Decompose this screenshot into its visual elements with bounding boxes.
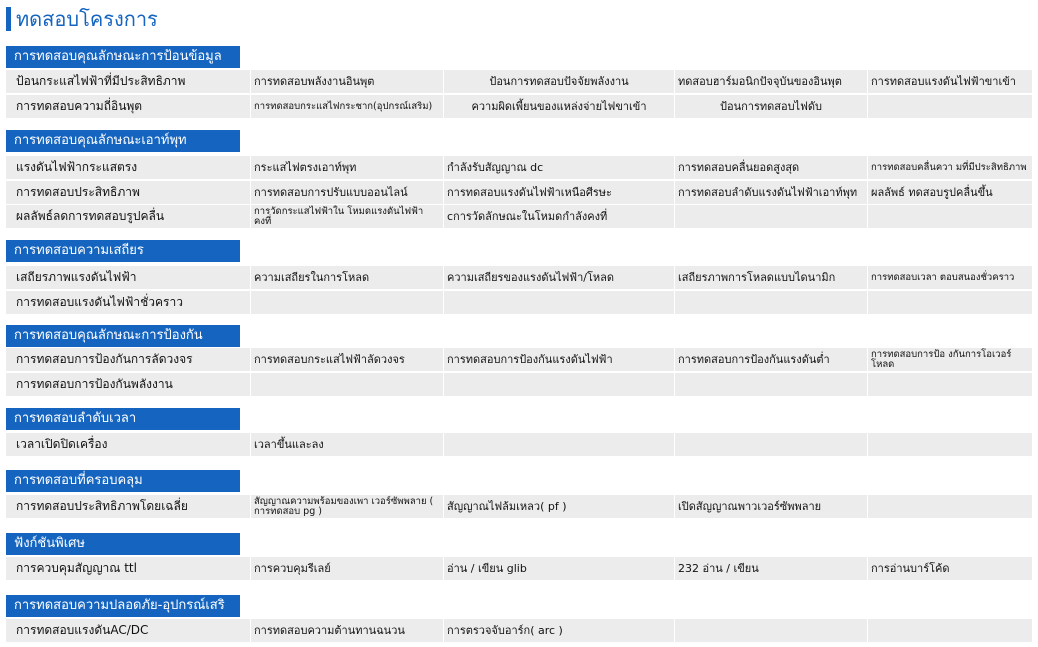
table-cell: การทดสอบเวลา ตอบสนองชั่วคราว <box>867 266 1032 289</box>
table-cell: ป้อนการทดสอบไฟดับ <box>674 95 867 118</box>
table-cell: การทดสอบความต้านทานฉนวน <box>250 619 443 642</box>
table-cell: สัญญาณไฟล้มเหลว( pf ) <box>443 495 674 518</box>
row-label: การทดสอบประสิทธิภาพโดยเฉลี่ย <box>16 499 188 513</box>
table-cell <box>443 433 674 456</box>
table-cell <box>867 291 1032 314</box>
table-row <box>6 156 1032 179</box>
row-label: ผลลัพธ์ลดการทดสอบรูปคลื่น <box>16 209 165 223</box>
title-accent-bar <box>6 7 11 31</box>
table-cell: เสถียรภาพการโหลดแบบไดนามิก <box>674 266 867 289</box>
row-label: การทดสอบความถี่อินพุต <box>16 99 143 113</box>
table-cell <box>867 495 1032 518</box>
table-row <box>6 433 1032 456</box>
table-cell: ความเสถียรในการโหลด <box>250 266 443 289</box>
table-cell: กำลังรับสัญญาณ dc <box>443 156 674 179</box>
table-cell: การอ่านบาร์โค้ด <box>867 557 1032 580</box>
section-header: การทดสอบคุณลักษณะการป้อนข้อมูล <box>6 46 240 68</box>
table-cell <box>674 433 867 456</box>
table-row <box>6 266 1032 289</box>
table-cell <box>674 205 867 228</box>
table-row <box>6 181 1032 204</box>
section-header: การทดสอบลำดับเวลา <box>6 408 240 430</box>
row-label: การทดสอบแรงดันไฟฟ้าชั่วคราว <box>16 295 183 309</box>
table-cell <box>674 291 867 314</box>
table-cell <box>443 373 674 396</box>
table-cell <box>867 373 1032 396</box>
section-header: การทดสอบคุณลักษณะเอาท์พุท <box>6 130 240 152</box>
section-header: การทดสอบความปลอดภัย-อุปกรณ์เสริ <box>6 595 240 617</box>
table-cell <box>250 291 443 314</box>
table-cell: การทดสอบแรงดันไฟฟ้าขาเข้า <box>867 70 1032 93</box>
table-cell: 232 อ่าน / เขียน <box>674 557 867 580</box>
section-header: การทดสอบคุณลักษณะการป้องกัน <box>6 325 240 347</box>
table-cell <box>443 291 674 314</box>
row-label: การทดสอบการป้องกันพลังงาน <box>16 377 173 391</box>
table-cell <box>867 433 1032 456</box>
table-cell: การทดสอบการป้องกันแรงดันต่ำ <box>674 348 867 371</box>
table-cell: การตรวจจับอาร์ก( arc ) <box>443 619 674 642</box>
table-cell: การทดสอบกระแสไฟกระชาก(อุปกรณ์เสริม) <box>250 95 443 118</box>
table-row <box>6 619 1032 642</box>
table-cell: ผลลัพธ์ ทดสอบรูปคลื่นขึ้น <box>867 181 1032 204</box>
table-cell: สัญญาณความพร้อมของเพา เวอร์ซัพพลาย ( การทดสอบ pg ) <box>250 495 443 518</box>
table-row <box>6 205 1032 228</box>
section-header: ฟังก์ชันพิเศษ <box>6 533 240 555</box>
table-cell: การทดสอบการป้อ งกันการโอเวอร์โหลด <box>867 348 1032 371</box>
table-cell: เปิดสัญญาณพาวเวอร์ซัพพลาย <box>674 495 867 518</box>
row-label: เวลาเปิดปิดเครื่อง <box>16 437 108 451</box>
page-title-wrap <box>6 6 158 32</box>
row-label: เสถียรภาพแรงดันไฟฟ้า <box>16 270 137 284</box>
row-label: การทดสอบแรงดันAC/DC <box>16 623 149 637</box>
page-title: ทดสอบโครงการ <box>16 7 158 31</box>
table-cell: อ่าน / เขียน glib <box>443 557 674 580</box>
table-cell <box>674 373 867 396</box>
table-cell: ทดสอบฮาร์มอนิกปัจจุบันของอินพุต <box>674 70 867 93</box>
row-label: การทดสอบการป้องกันการลัดวงจร <box>16 352 193 366</box>
table-row <box>6 557 1032 580</box>
table-cell: การวัดกระแสไฟฟ้าใน โหมดแรงดันไฟฟ้าคงที่ <box>250 205 443 228</box>
table-row <box>6 291 1032 314</box>
table-cell: การทดสอบการป้องกันแรงดันไฟฟ้า <box>443 348 674 371</box>
table-cell: ความเสถียรของแรงดันไฟฟ้า/โหลด <box>443 266 674 289</box>
row-label: การควบคุมสัญญาณ ttl <box>16 561 137 575</box>
table-cell: การทดสอบแรงดันไฟฟ้าเหนือศีรษะ <box>443 181 674 204</box>
table-cell: การทดสอบการปรับแบบออนไลน์ <box>250 181 443 204</box>
table-cell <box>867 95 1032 118</box>
table-cell: กระแสไฟตรงเอาท์พุท <box>250 156 443 179</box>
table-cell: ความผิดเพี้ยนของแหล่งจ่ายไฟขาเข้า <box>443 95 674 118</box>
table-cell: การทดสอบคลื่นยอดสูงสุด <box>674 156 867 179</box>
section-header: การทดสอบความเสถียร <box>6 240 240 262</box>
table-row <box>6 373 1032 396</box>
table-cell: การทดสอบกระแสไฟฟ้าลัดวงจร <box>250 348 443 371</box>
row-label: แรงดันไฟฟ้ากระแสตรง <box>16 160 138 174</box>
table-cell: การทดสอบคลื่นควา มที่มีประสิทธิภาพ <box>867 156 1032 179</box>
table-cell: เวลาขึ้นและลง <box>250 433 443 456</box>
table-cell: การทดสอบลำดับแรงดันไฟฟ้าเอาท์พุท <box>674 181 867 204</box>
table-row <box>6 70 1032 93</box>
row-label: การทดสอบประสิทธิภาพ <box>16 185 140 199</box>
table-row <box>6 495 1032 518</box>
section-header: การทดสอบที่ครอบคลุม <box>6 470 240 492</box>
table-row <box>6 95 1032 118</box>
table-cell: การควบคุมรีเลย์ <box>250 557 443 580</box>
table-cell: ป้อนการทดสอบปัจจัยพลังงาน <box>443 70 674 93</box>
table-cell <box>250 373 443 396</box>
row-label: ป้อนกระแสไฟฟ้าที่มีประสิทธิภาพ <box>16 74 186 88</box>
table-cell <box>867 619 1032 642</box>
table-cell <box>867 205 1032 228</box>
table-cell: cการวัดลักษณะในโหมดกำลังคงที่ <box>443 205 674 228</box>
table-cell <box>674 619 867 642</box>
table-cell: การทดสอบพลังงานอินพุต <box>250 70 443 93</box>
table-row <box>6 348 1032 371</box>
